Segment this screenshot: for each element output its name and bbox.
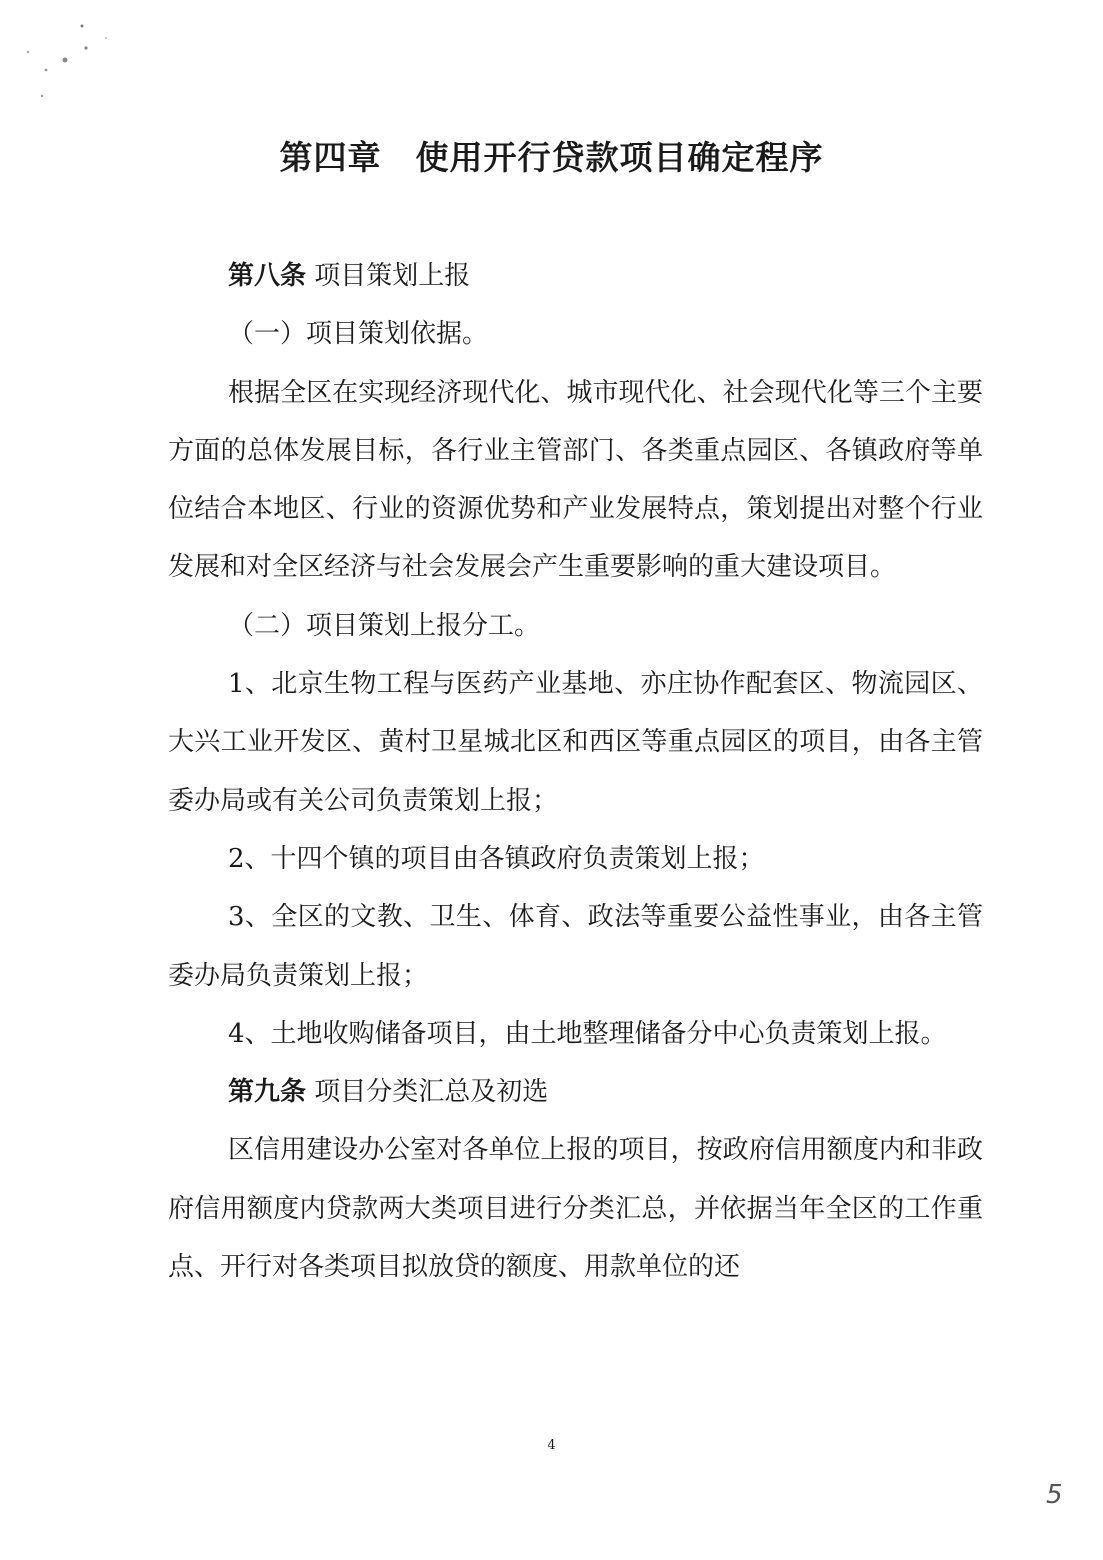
- paragraph: 2、十四个镇的项目由各镇政府负责策划上报；: [228, 843, 765, 874]
- handwritten-page-number: 5: [1046, 1480, 1063, 1510]
- paragraph: 1、北京生物工程与医药产业基地、亦庄协作配套区、物流园区、大兴工业开发区、黄村卫星城北区和西区等重点园区的项目，由各主管委办局或有关公司负责策划上报；: [168, 669, 983, 816]
- paragraph: 区信用建设办公室对各单位上报的项目，按政府信用额度内和非政府信用额度内贷款两大类项目进行分类汇总，并依据当年全区的工作重点、开行对各类项目拟放贷的额度、用款单位的还: [168, 1135, 983, 1283]
- paragraph: 4、土地收购储备项目，由土地整理储备分中心负责策划上报。: [228, 1018, 947, 1049]
- article-title: 项目分类汇总及初选: [306, 1077, 549, 1108]
- chapter-title: 第四章 使用开行贷款项目确定程序: [279, 138, 824, 177]
- article-8-heading: [168, 247, 983, 305]
- paragraph: （一）项目策划依据。: [228, 319, 489, 350]
- article-title: 项目策划上报: [306, 261, 471, 291]
- paragraph: （二）项目策划上报分工。: [228, 610, 541, 641]
- paragraph: 根据全区在实现经济现代化、城市现代化、社会现代化等三个主要方面的总体发展目标，各行业主管部门、各类重点园区、各镇政府等单位结合本地区、行业的资源优势和产业发展特点，策划提出对整个行业发展和对全区经济与社会发展会产生重要影响的重大建设项目。: [168, 377, 983, 583]
- article-number: 第八条: [228, 261, 307, 291]
- paragraph: 3、全区的文教、卫生、体育、政法等重要公益性事业，由各主管委办局负责策划上报；: [168, 902, 983, 991]
- page-number: 4: [547, 1438, 556, 1453]
- article-9-heading: [168, 1063, 983, 1121]
- article-number: 第九条: [228, 1077, 307, 1108]
- scan-speck-marks: [20, 18, 130, 108]
- body-text: [168, 247, 983, 1296]
